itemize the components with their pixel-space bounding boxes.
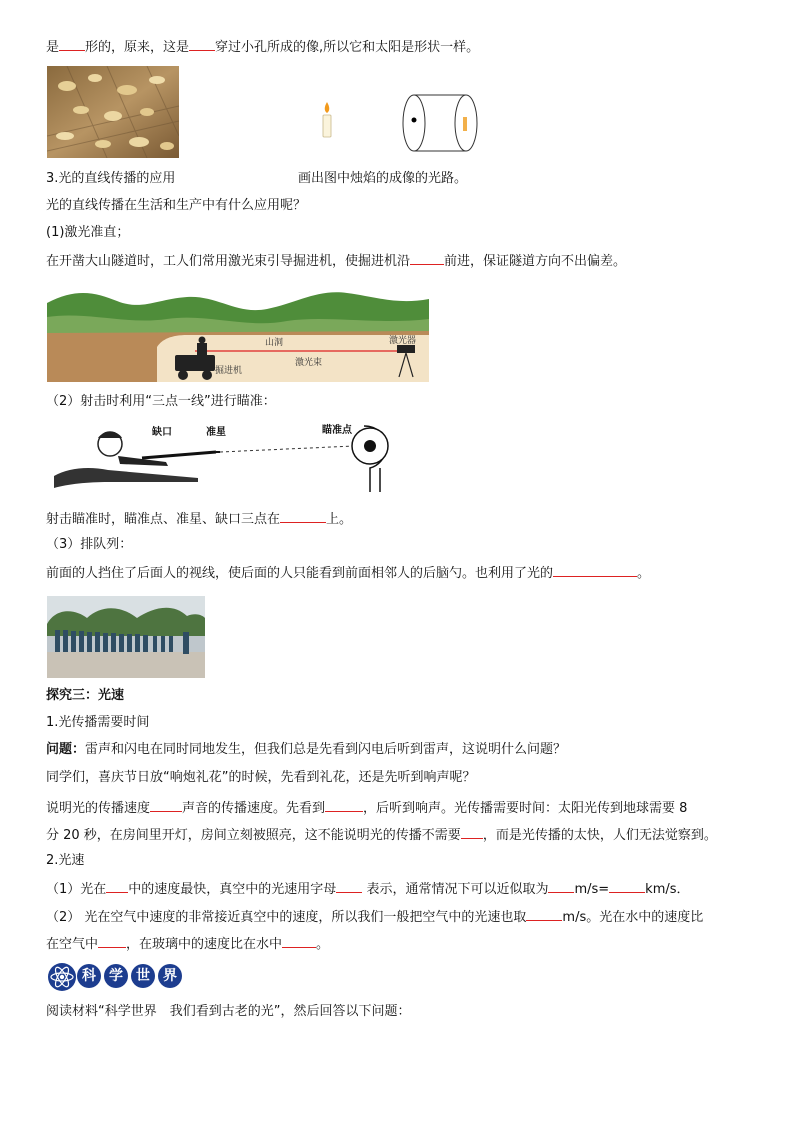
laser-label: 激光器 xyxy=(389,336,417,346)
science-world-badge xyxy=(47,962,183,992)
ray-drawing-task: 画出图中烛焰的成像的光路。 xyxy=(298,171,468,186)
answer-blank[interactable] xyxy=(548,879,574,893)
queue-text: 前面的人挡住了后面人的视线，使后面的人只能看到前面相邻人的后脑勺。也利用了光的 。 xyxy=(46,563,650,583)
machine-label: 掘进机 xyxy=(215,366,243,376)
reading-instruction: 阅读材料“科学世界 我们看到古老的光”，然后回答以下问题： xyxy=(46,1004,411,1019)
firework-paragraph: 同学们，喜庆节日放“响炮礼花”的时候，先看到礼花，还是先听到响声呢？ xyxy=(46,770,476,785)
answer-blank[interactable] xyxy=(336,879,362,893)
laser-alignment-text: 在开凿大山隧道时，工人们常用激光束引导掘进机，使掘进机沿 前进，保证隧道方向不出偏差。 xyxy=(46,251,626,271)
candle-icon xyxy=(318,99,336,139)
pinhole-camera-diagram xyxy=(400,92,482,154)
answer-blank[interactable] xyxy=(282,934,316,948)
soldiers-queue-photo xyxy=(47,596,205,678)
answer-blank[interactable] xyxy=(410,251,444,265)
notch-label: 缺口 xyxy=(152,427,172,438)
thunder-lightning-question: 问题：雷声和闪电在同时同地发生，但我们总是先看到闪电后听到雷声，这说明什么问题？ xyxy=(46,742,567,757)
badge-char: 世 xyxy=(131,964,155,988)
subsection-1-title: 1.光传播需要时间 xyxy=(46,715,150,730)
light-needs-time-text: 分 20 秒，在房间里开灯，房间立刻被照亮，这不能说明光的传播不需要 ，而是光传播的太快，人们无法觉察到。 xyxy=(46,825,717,845)
inquiry-3-heading: 探究三：光速 xyxy=(46,688,125,703)
light-sound-speed-text: 说明光的传播速度 声音的传播速度。先看到 ，后听到响声。光传播需要时间：太阳光传到地球需要 8 xyxy=(46,798,687,818)
beam-label: 激光束 xyxy=(295,358,323,368)
tunnel-label: 山洞 xyxy=(265,338,284,348)
answer-blank[interactable] xyxy=(609,879,645,893)
subsection-2-title: 2.光速 xyxy=(46,853,85,868)
laser-alignment-title: (1)激光准直； xyxy=(46,225,130,240)
speed-of-light-line-3: 在空气中 ，在玻璃中的速度比在水中 。 xyxy=(46,934,329,954)
answer-blank[interactable] xyxy=(106,879,128,893)
speed-of-light-line-1: （1）光在 中的速度最快，真空中的光速用字母 表示，通常情况下可以近似取为 m/s= km/s． xyxy=(46,879,690,899)
answer-blank[interactable] xyxy=(98,934,126,948)
answer-blank[interactable] xyxy=(189,37,215,51)
aim-point-label: 瞄准点 xyxy=(322,425,352,436)
application-question: 光的直线传播在生活和生产中有什么应用呢？ xyxy=(46,198,307,213)
section-3-title: 3.光的直线传播的应用 xyxy=(46,171,176,186)
shooting-text: 射击瞄准时，瞄准点、准星、缺口三点在 上。 xyxy=(46,509,352,529)
pinhole-image-sentence: 是 形的，原来，这是 穿过小孔所成的像,所以它和太阳是形状一样。 xyxy=(46,37,479,57)
answer-blank[interactable] xyxy=(59,37,85,51)
tunnel-laser-diagram xyxy=(47,285,429,382)
shooting-title: （2）射击时利用“三点一线”进行瞄准： xyxy=(46,394,276,409)
queue-title: （3）排队列： xyxy=(46,537,133,552)
answer-blank[interactable] xyxy=(461,825,483,839)
answer-blank[interactable] xyxy=(526,907,562,921)
badge-char: 科 xyxy=(77,964,101,988)
answer-blank[interactable] xyxy=(280,509,326,523)
shooting-aim-diagram xyxy=(48,416,403,494)
front-sight-label: 准星 xyxy=(206,427,226,438)
badge-char: 界 xyxy=(158,964,182,988)
badge-char: 学 xyxy=(104,964,128,988)
speed-of-light-line-2: （2） 光在空气中速度的非常接近真空中的速度，所以我们一般把空气中的光速也取 m/s。光在水中的速度比 xyxy=(46,907,703,927)
answer-blank[interactable] xyxy=(553,563,637,577)
answer-blank[interactable] xyxy=(150,798,182,812)
tree-shadow-light-spots-photo xyxy=(47,66,179,158)
atom-icon xyxy=(47,962,77,992)
answer-blank[interactable] xyxy=(325,798,363,812)
